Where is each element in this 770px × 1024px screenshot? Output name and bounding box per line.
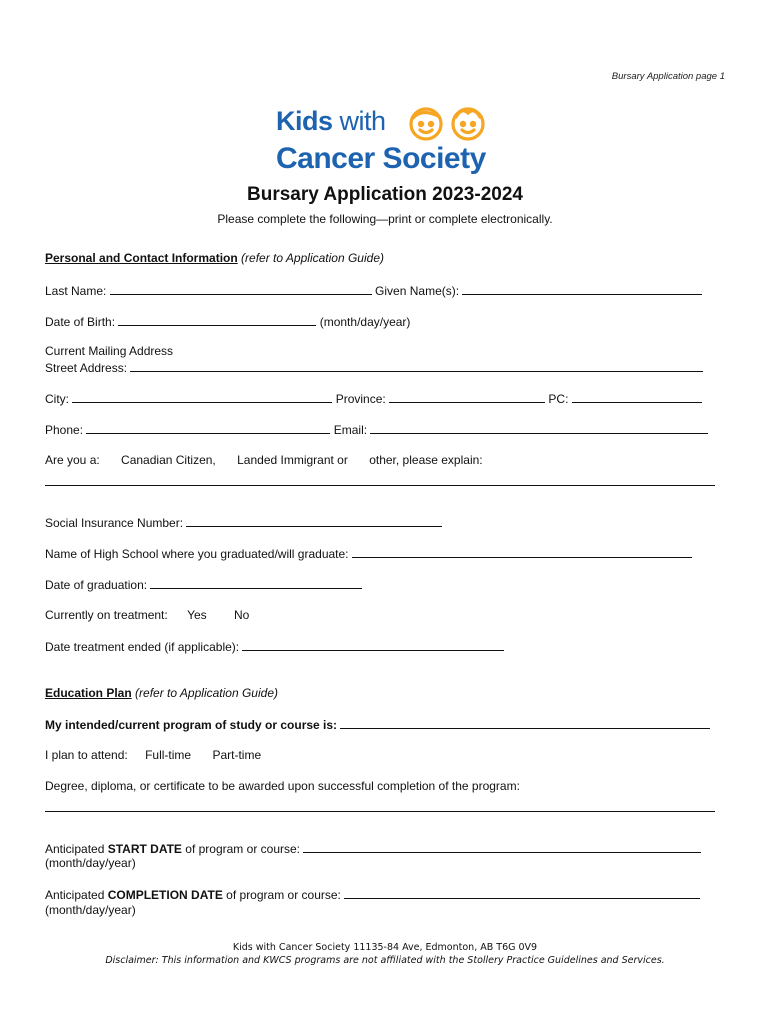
program-field[interactable] [340, 717, 710, 729]
logo-with: with [339, 106, 386, 136]
last-name-field[interactable] [110, 283, 372, 295]
sin-label: Social Insurance Number: [45, 516, 184, 530]
full-time-option[interactable]: Full-time [145, 748, 192, 762]
start-date-field[interactable] [303, 841, 701, 853]
status-explain-field[interactable] [45, 485, 715, 486]
page-header-note: Bursary Application page 1 [611, 71, 725, 82]
grad-date-label: Date of graduation: [45, 578, 148, 592]
education-heading-text: Education Plan [45, 686, 132, 700]
treatment-label: Currently on treatment: [45, 608, 168, 622]
treatment-end-label: Date treatment ended (if applicable): [45, 640, 240, 654]
status-label: Are you a: [45, 453, 100, 467]
start-date-label-bold: START DATE [107, 842, 182, 856]
kids-faces-icon [404, 104, 498, 144]
email-label: Email: [333, 423, 368, 437]
grad-date-row [45, 577, 362, 592]
education-heading-note: (refer to Application Guide) [135, 686, 278, 700]
degree-field[interactable] [45, 811, 715, 812]
completion-date-label-pre: Anticipated [45, 888, 105, 902]
logo-kids: Kids [276, 106, 333, 136]
start-date-label-post: of program or course: [185, 842, 300, 856]
status-row [45, 453, 483, 467]
other-status-option[interactable]: other, please explain: [369, 453, 483, 467]
completion-date-label-bold: COMPLETION DATE [107, 888, 223, 902]
completion-date-field[interactable] [344, 887, 700, 899]
dob-row [45, 314, 410, 329]
program-row [45, 717, 710, 732]
kids-with-cancer-society-logo [276, 100, 498, 182]
sin-row [45, 515, 442, 530]
treatment-end-row [45, 639, 504, 654]
given-names-field[interactable] [462, 283, 702, 295]
pc-field[interactable] [572, 391, 702, 403]
attend-label: I plan to attend: [45, 748, 128, 762]
high-school-row [45, 546, 692, 561]
footer-disclaimer: Disclaimer: This information and KWCS programs are not affiliated with the Stollery Practice Guidelines and Services. [105, 955, 665, 966]
street-row [45, 360, 703, 375]
mailing-label: Current Mailing Address [45, 344, 174, 358]
treatment-yes-option[interactable]: Yes [187, 608, 207, 622]
form-subtitle: Please complete the following—print or complete electronically. [217, 212, 553, 226]
street-label: Street Address: [45, 361, 128, 375]
province-field[interactable] [389, 391, 545, 403]
start-date-format: (month/day/year) [45, 856, 136, 870]
city-field[interactable] [72, 391, 332, 403]
email-field[interactable] [370, 422, 708, 434]
grad-date-field[interactable] [150, 577, 362, 589]
form-title: Bursary Application 2023-2024 [247, 184, 523, 205]
logo-cancer-society: Cancer Society [276, 142, 486, 175]
treatment-no-option[interactable]: No [233, 608, 250, 622]
completion-date-format: (month/day/year) [45, 903, 136, 917]
personal-section-heading [45, 251, 384, 265]
dob-label: Date of Birth: [45, 315, 116, 329]
degree-label: Degree, diploma, or certificate to be awarded upon successful completion of the program: [45, 779, 520, 793]
phone-row [45, 422, 708, 437]
last-name-label: Last Name: [45, 284, 107, 298]
name-row [45, 283, 702, 298]
start-date-row [45, 841, 701, 856]
completion-date-label-post: of program or course: [226, 888, 341, 902]
attend-row [45, 748, 261, 762]
city-row [45, 391, 702, 406]
high-school-label: Name of High School where you graduated/will graduate: [45, 547, 349, 561]
personal-heading-note: (refer to Application Guide) [241, 251, 384, 265]
province-label: Province: [335, 392, 386, 406]
landed-immigrant-option[interactable]: Landed Immigrant or [237, 453, 348, 467]
street-field[interactable] [130, 360, 703, 372]
dob-field[interactable] [118, 314, 316, 326]
education-section-heading [45, 686, 278, 700]
high-school-field[interactable] [352, 546, 692, 558]
personal-heading-text: Personal and Contact Information [45, 251, 238, 265]
canadian-citizen-option[interactable]: Canadian Citizen, [121, 453, 216, 467]
sin-field[interactable] [186, 515, 442, 527]
given-names-label: Given Name(s): [375, 284, 460, 298]
footer-address: Kids with Cancer Society 11135-84 Ave, Edmonton, AB T6G 0V9 [232, 942, 538, 953]
completion-date-row [45, 887, 700, 902]
start-date-label-pre: Anticipated [45, 842, 105, 856]
city-label: City: [45, 392, 69, 406]
part-time-option[interactable]: Part-time [212, 748, 262, 762]
pc-label: PC: [548, 392, 569, 406]
phone-label: Phone: [45, 423, 84, 437]
treatment-end-field[interactable] [242, 639, 504, 651]
treatment-row [45, 608, 249, 622]
phone-field[interactable] [86, 422, 330, 434]
program-label: My intended/current program of study or course is: [45, 718, 338, 732]
dob-format-hint: (month/day/year) [319, 315, 411, 329]
